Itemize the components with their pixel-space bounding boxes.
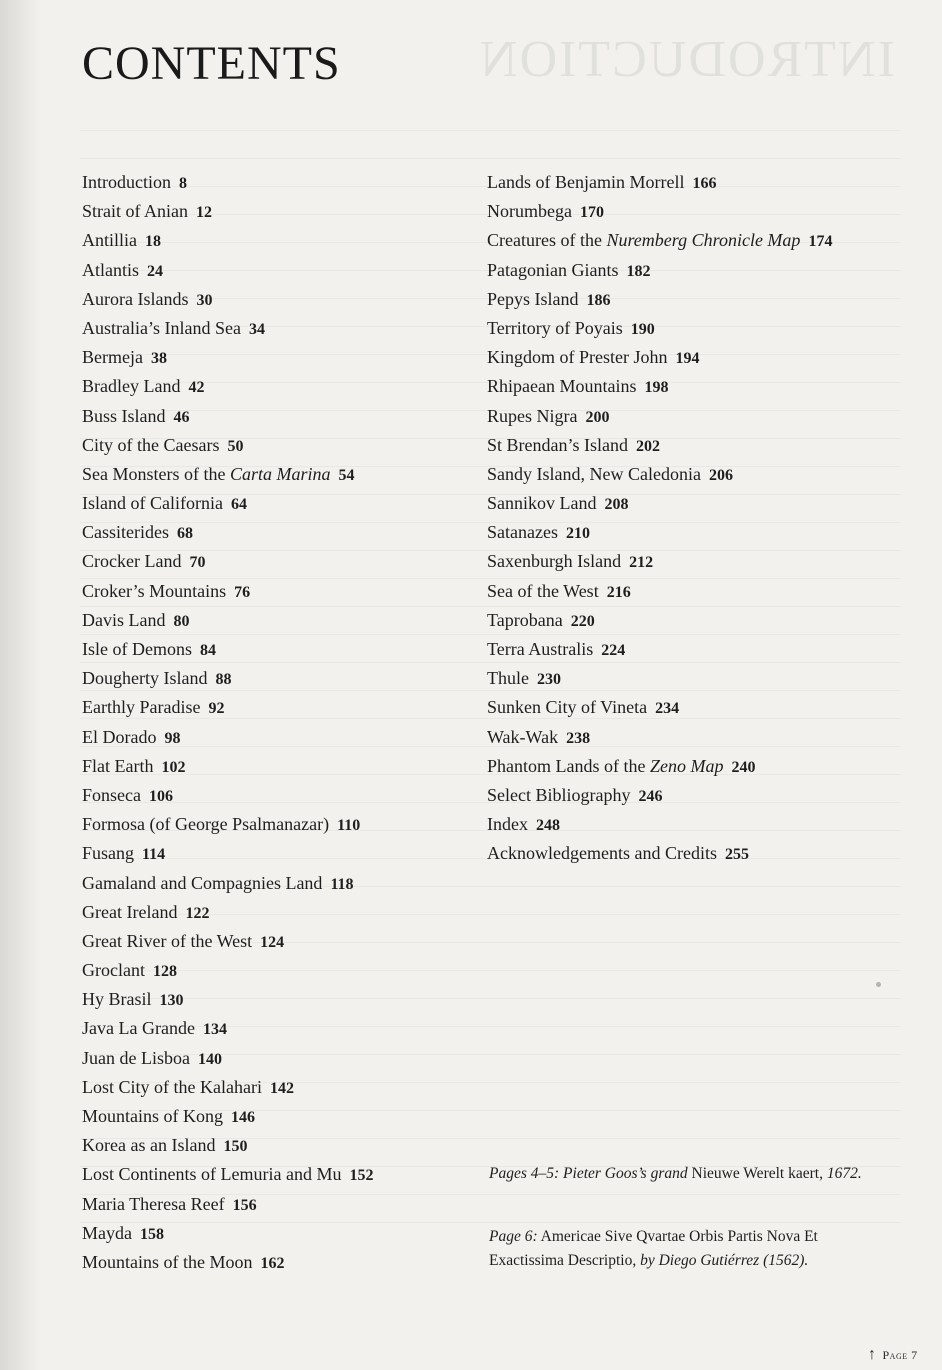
entry-title: Lost Continents of Lemuria and Mu [82, 1164, 342, 1185]
entry-page-number: 208 [604, 496, 629, 514]
entry-title: Bermeja [82, 347, 143, 368]
entry-page-number: 220 [570, 612, 595, 630]
entry-page-number: 146 [231, 1109, 255, 1126]
entry-title: Crocker Land [82, 551, 182, 572]
entry-page-number: 80 [173, 612, 190, 630]
contents-entry [82, 489, 373, 518]
entry-page-number: 210 [565, 525, 590, 543]
contents-entry [82, 1131, 373, 1160]
contents-entry [487, 402, 832, 431]
margin-dot [876, 982, 881, 987]
contents-entry [82, 1248, 373, 1277]
show-through-title: INTRODUCTION [478, 31, 895, 88]
contents-entry [82, 314, 373, 343]
entry-page-number: 202 [636, 437, 660, 455]
entry-page-number: 198 [644, 379, 669, 397]
contents-entry [82, 635, 373, 664]
entry-title: Fusang [82, 843, 135, 864]
contents-entry [487, 518, 832, 547]
contents-entry [487, 723, 832, 752]
entry-page-number: 18 [145, 233, 161, 251]
entry-page-number: 234 [655, 700, 680, 718]
entry-page-number: 88 [215, 671, 232, 689]
entry-page-number: 8 [178, 175, 187, 192]
entry-page-number: 70 [189, 554, 206, 572]
entry-page-number: 92 [208, 700, 225, 718]
entry-title: Bradley Land [82, 376, 181, 397]
contents-entry [82, 898, 373, 927]
contents-entry [82, 869, 373, 898]
contents-entry [82, 1190, 373, 1219]
entry-title: El Dorado [82, 726, 157, 747]
contents-entry [82, 927, 373, 956]
contents-entry [487, 606, 832, 635]
contents-entry [82, 226, 373, 255]
contents-entry [82, 372, 373, 401]
contents-entry [487, 431, 832, 460]
entry-title: Formosa (of George Psalmanazar) [82, 814, 330, 835]
contents-entry [82, 460, 373, 489]
entry-page-number: 54 [338, 466, 355, 484]
up-arrow-icon: ↑ [868, 1346, 877, 1363]
contents-entry [82, 810, 373, 839]
entry-page-number: 98 [164, 729, 181, 747]
entry-title: Patagonian Giants [487, 259, 619, 280]
entry-page-number: 212 [629, 554, 654, 572]
entry-title-italic: Zeno Map [649, 755, 724, 776]
caption-pages-4-5 [489, 1162, 889, 1186]
entry-title: Rupes Nigra [487, 405, 578, 426]
entry-page-number: 42 [188, 379, 205, 397]
contents-entry [82, 402, 373, 431]
contents-entry [82, 723, 373, 752]
entry-title: Australia’s Inland Sea [82, 317, 241, 338]
entry-title: Isle of Demons [82, 639, 192, 659]
entry-page-number: 240 [731, 758, 756, 776]
entry-title: Satanazes [487, 522, 558, 543]
contents-entry [487, 460, 832, 489]
contents-entry [82, 431, 373, 460]
entry-title-italic: Carta Marina [229, 463, 331, 484]
entry-page-number: 76 [234, 583, 251, 601]
contents-list-right [487, 168, 832, 869]
caption-page-6 [489, 1225, 889, 1273]
entry-page-number: 118 [330, 875, 354, 893]
entry-page-number: 150 [223, 1138, 248, 1156]
entry-page-number: 224 [601, 642, 626, 659]
entry-page-number: 246 [638, 787, 663, 805]
contents-entry [82, 285, 373, 314]
entry-page-number: 34 [248, 320, 265, 338]
entry-title: Mayda [82, 1222, 132, 1243]
entry-title: Wak-Wak [487, 726, 559, 747]
contents-entry [487, 226, 832, 255]
entry-title: Strait of Anian [82, 201, 188, 222]
entry-page-number: 216 [606, 583, 631, 601]
entry-title: Earthly Paradise [82, 697, 201, 718]
contents-entry [82, 256, 373, 285]
show-through-line [80, 158, 900, 159]
entry-page-number: 142 [269, 1079, 294, 1097]
contents-entry [487, 752, 832, 781]
contents-entry [82, 1014, 373, 1043]
contents-entry [82, 839, 373, 868]
entry-title: Lands of Benjamin Morrell [487, 172, 685, 192]
entry-title: Great River of the West [82, 930, 253, 951]
contents-entry [82, 197, 373, 226]
entry-page-number: 194 [675, 350, 700, 368]
entry-title: Kingdom of Prester John [487, 347, 668, 368]
caption-text: Pages 4–5: Pieter Goos’s grand [489, 1165, 688, 1182]
contents-entry [82, 956, 373, 985]
entry-title: Index [487, 814, 528, 835]
caption-text: 1672. [822, 1165, 862, 1182]
entry-title: Pepys Island [487, 288, 579, 309]
entry-title: Terra Australis [487, 639, 594, 659]
entry-title: Island of California [82, 493, 223, 514]
entry-page-number: 174 [808, 233, 833, 251]
entry-page-number: 102 [161, 758, 186, 776]
entry-title: Davis Land [82, 609, 166, 630]
page-number-label: Page 7 [882, 1348, 918, 1362]
contents-entry [82, 752, 373, 781]
entry-page-number: 24 [147, 262, 163, 280]
contents-entry [82, 606, 373, 635]
entry-page-number: 152 [349, 1167, 374, 1185]
entry-title: Korea as an Island [82, 1135, 216, 1156]
entry-title: Sea Monsters of the [82, 463, 230, 484]
entry-page-number: 114 [142, 846, 166, 864]
entry-title: Atlantis [82, 259, 139, 280]
contents-entry [82, 781, 373, 810]
entry-page-number: 170 [579, 204, 604, 222]
entry-title: Sannikov Land [487, 493, 597, 514]
contents-entry [82, 518, 373, 547]
contents-entry [487, 781, 832, 810]
entry-page-number: 84 [199, 642, 216, 659]
contents-entry [82, 1073, 373, 1102]
entry-page-number: 124 [260, 933, 285, 951]
entry-page-number: 38 [150, 350, 167, 368]
contents-entry [487, 635, 832, 664]
entry-title: Select Bibliography [487, 784, 631, 805]
entry-page-number: 156 [232, 1196, 257, 1214]
contents-list-left [82, 168, 373, 1277]
entry-title: Mountains of Kong [82, 1106, 223, 1126]
entry-page-number: 238 [566, 729, 591, 747]
contents-entry [82, 1160, 373, 1189]
entry-page-number: 68 [177, 525, 193, 543]
contents-entry [82, 577, 373, 606]
contents-entry [487, 547, 832, 576]
contents-entry [82, 1102, 373, 1131]
contents-entry [487, 285, 832, 314]
entry-page-number: 134 [202, 1021, 227, 1039]
entry-page-number: 230 [537, 671, 561, 689]
caption-text: Americae Sive Qvartae Orbis Partis Nova Et Exactissima Descriptio, [489, 1228, 818, 1269]
contents-entry [82, 1219, 373, 1248]
caption-text: by Diego Gutiérrez (1562). [636, 1252, 809, 1269]
contents-entry [487, 256, 832, 285]
gutter-shadow [0, 0, 40, 1370]
entry-page-number: 130 [159, 992, 184, 1010]
entry-title: Java La Grande [82, 1018, 195, 1039]
entry-title: Great Ireland [82, 901, 178, 922]
contents-entry [487, 664, 832, 693]
entry-title: Dougherty Island [82, 668, 208, 689]
entry-title: City of the Caesars [82, 434, 220, 455]
entry-page-number: 12 [196, 204, 212, 222]
entry-title: Sea of the West [487, 580, 599, 601]
entry-title: Norumbega [487, 201, 572, 222]
entry-title: Gamaland and Compagnies Land [82, 872, 323, 893]
entry-page-number: 206 [708, 466, 733, 484]
entry-title: Thule [487, 668, 529, 689]
entry-title: Taprobana [487, 609, 563, 630]
contents-entry [82, 693, 373, 722]
entry-page-number: 190 [630, 320, 655, 338]
entry-page-number: 106 [148, 787, 173, 805]
contents-entry [487, 372, 832, 401]
caption-text: Nieuwe Werelt kaert, [687, 1165, 823, 1182]
entry-title: Territory of Poyais [487, 317, 623, 338]
entry-page-number: 122 [185, 904, 210, 922]
contents-entry [487, 343, 832, 372]
entry-title: Groclant [82, 960, 145, 981]
entry-title: Flat Earth [82, 755, 154, 776]
contents-entry [487, 839, 832, 868]
entry-title: Lost City of the Kalahari [82, 1076, 262, 1097]
entry-title: Maria Theresa Reef [82, 1193, 225, 1214]
entry-page-number: 30 [196, 291, 213, 309]
show-through-line [80, 130, 900, 131]
entry-page-number: 162 [260, 1254, 285, 1272]
entry-page-number: 64 [230, 496, 247, 514]
entry-page-number: 110 [337, 817, 361, 835]
entry-page-number: 46 [173, 408, 190, 426]
entry-title: Introduction [82, 172, 171, 192]
entry-page-number: 158 [139, 1225, 164, 1243]
entry-title: Antillia [82, 230, 137, 251]
page-number [868, 1346, 918, 1364]
contents-entry [82, 664, 373, 693]
contents-entry [487, 489, 832, 518]
entry-title: Croker’s Mountains [82, 580, 227, 601]
entry-page-number: 182 [626, 262, 651, 280]
contents-entry [487, 314, 832, 343]
entry-title: Cassiterides [82, 522, 169, 543]
contents-entry [487, 168, 832, 197]
entry-page-number: 128 [152, 963, 177, 981]
entry-title: Phantom Lands of the [487, 755, 650, 776]
entry-page-number: 140 [197, 1050, 222, 1068]
entry-title: Juan de Lisboa [82, 1047, 190, 1068]
contents-entry [487, 197, 832, 226]
entry-title: Fonseca [82, 784, 141, 805]
entry-page-number: 166 [692, 175, 717, 192]
entry-title: Aurora Islands [82, 288, 189, 309]
caption-text: Page 6: [489, 1228, 538, 1245]
entry-page-number: 200 [585, 408, 610, 426]
contents-entry [82, 1044, 373, 1073]
entry-title: Saxenburgh Island [487, 551, 622, 572]
entry-title: Creatures of the [487, 230, 607, 251]
entry-title: Acknowledgements and Credits [487, 843, 717, 864]
entry-title: Mountains of the Moon [82, 1251, 253, 1272]
entry-title: Hy Brasil [82, 989, 152, 1010]
contents-entry [82, 547, 373, 576]
contents-entry [487, 577, 832, 606]
entry-page-number: 255 [724, 846, 749, 864]
page-title: CONTENTS [82, 37, 341, 90]
entry-page-number: 50 [227, 437, 244, 455]
entry-title: Sunken City of Vineta [487, 697, 648, 718]
entry-page-number: 248 [535, 817, 560, 835]
entry-title-italic: Nuremberg Chronicle Map [606, 230, 801, 251]
contents-entry [82, 985, 373, 1014]
entry-title: Buss Island [82, 405, 166, 426]
contents-entry [82, 168, 373, 197]
contents-entry [82, 343, 373, 372]
entry-title: St Brendan’s Island [487, 434, 628, 455]
entry-title: Sandy Island, New Caledonia [487, 463, 701, 484]
entry-title: Rhipaean Mountains [487, 376, 637, 397]
contents-entry [487, 693, 832, 722]
contents-entry [487, 810, 832, 839]
entry-page-number: 186 [586, 291, 611, 309]
